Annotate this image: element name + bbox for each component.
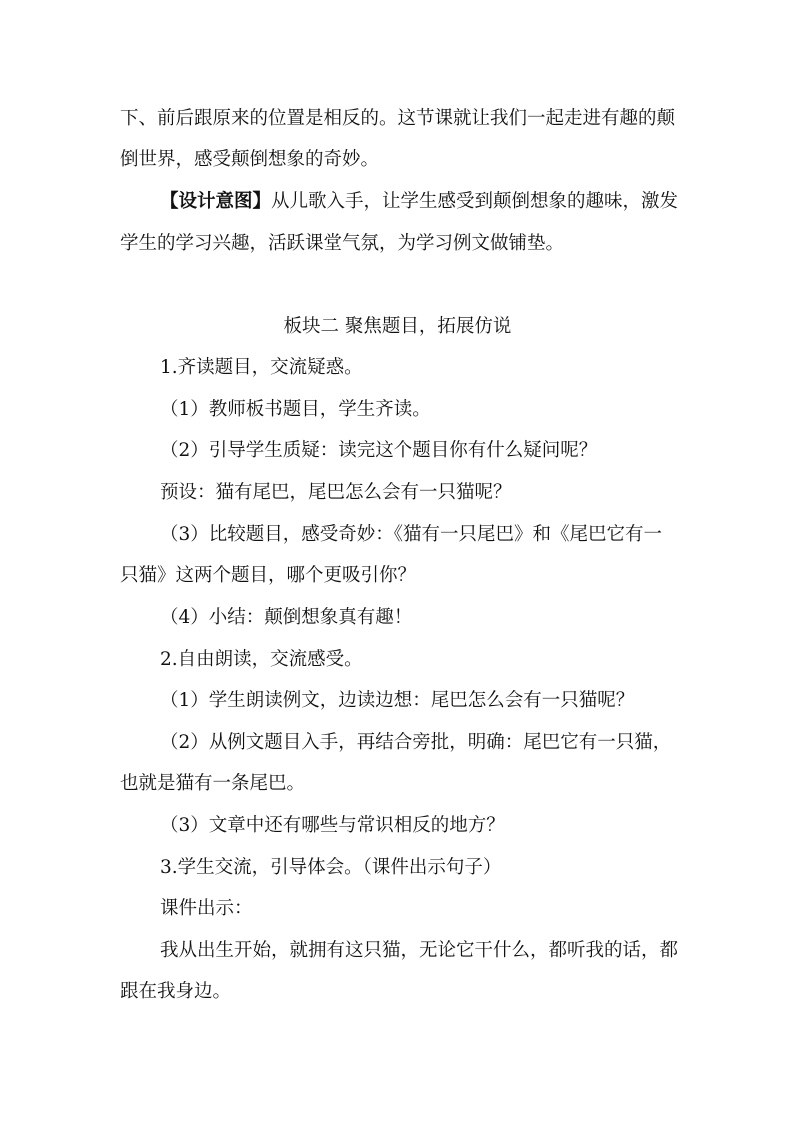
design-intent-text: 从儿歌入手，让学生感受到颠倒想象的趣味，激发 [271,191,679,212]
design-intent-label: 【设计意图】 [160,191,272,212]
list-item: 3.学生交流，引导体会。（课件出示句子） [160,857,502,878]
paragraph-line: 学生的学习兴趣，活跃课堂气氛，为学习例文做铺垫。 [120,233,565,254]
quoted-sentence: 我从出生开始，就拥有这只猫，无论它干什么，都听我的话，都 [160,940,679,961]
design-intent-line [160,183,680,220]
list-item: （2）引导学生质疑：读完这个题目你有什么疑问呢？ [160,440,598,461]
quoted-sentence-continuation: 跟在我身边。 [120,981,232,1002]
section-heading: 板块二 聚焦题目，拓展仿说 [283,316,512,337]
list-item-continuation: 只猫》这两个题目，哪个更吸引你？ [120,565,417,586]
paragraph-line: 下、前后跟原来的位置是相反的。这节课就让我们一起走进有趣的颠 [120,108,676,129]
list-item: （3）比较题目，感受奇妙：《猫有一只尾巴》和《尾巴它有一 [160,524,663,545]
list-item: 预设：猫有尾巴，尾巴怎么会有一只猫呢？ [160,482,512,503]
list-item: （3）文章中还有哪些与常识相反的地方？ [160,815,505,836]
list-item: 课件出示： [160,898,253,919]
list-item: （1）教师板书题目，学生齐读。 [160,399,431,420]
paragraph-line: 倒世界，感受颠倒想象的奇妙。 [120,149,380,170]
list-item: （2）从例文题目入手，再结合旁批，明确：尾巴它有一只猫， [160,732,672,753]
list-item-continuation: 也就是猫有一条尾巴。 [120,773,306,794]
list-item: 1.齐读题目，交流疑惑。 [160,357,363,378]
list-item: （4）小结：颠倒想象真有趣！ [160,607,413,628]
list-item: 2.自由朗读，交流感受。 [160,649,363,670]
list-item: （1）学生朗读例文，边读边想：尾巴怎么会有一只猫呢？ [160,690,635,711]
